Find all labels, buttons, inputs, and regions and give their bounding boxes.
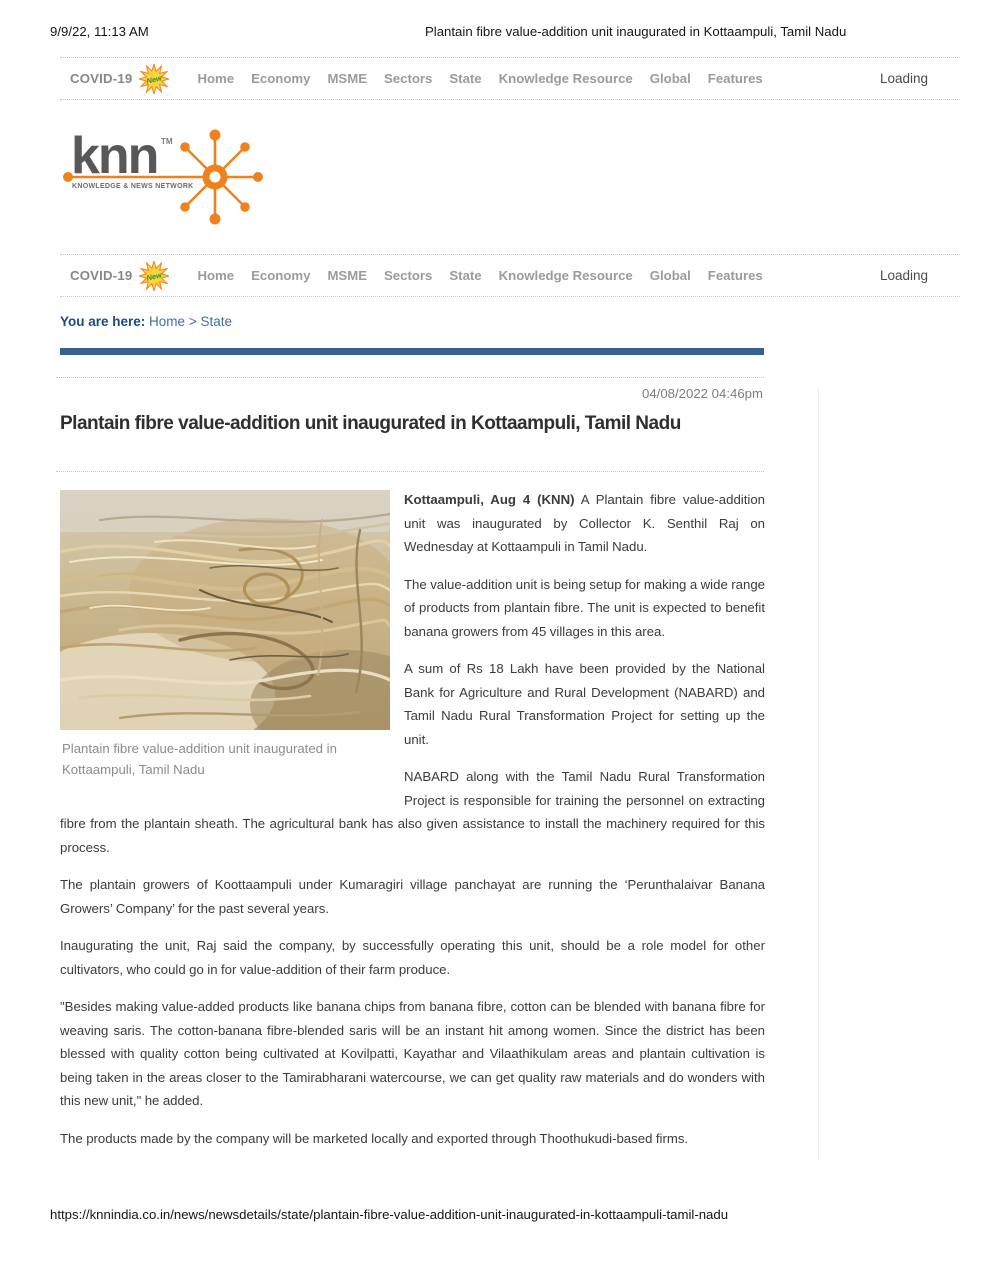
nav-item-home[interactable]: Home (197, 268, 235, 283)
covid19-label: COVID-19 (70, 268, 133, 283)
svg-text:New: New (145, 269, 164, 283)
nav-item-economy[interactable]: Economy (251, 71, 311, 86)
nav-item-msme[interactable]: MSME (327, 71, 367, 86)
section-divider-bar (60, 348, 764, 355)
photo-caption: Plantain fibre value-addition unit inaugurated in Kottaampuli, Tamil Nadu (62, 741, 337, 777)
new-starburst-icon (139, 261, 169, 291)
loading-status: Loading (879, 71, 928, 86)
top-navbar (60, 57, 960, 100)
article-figure (60, 490, 390, 780)
article-paragraph: The products made by the company will be marketed locally and exported through Thoothukudi-based firms. (60, 1130, 689, 1146)
print-datetime: 9/9/22, 11:13 AM (50, 24, 149, 39)
covid19-label: COVID-19 (70, 71, 133, 86)
print-header (50, 24, 939, 42)
article-paragraph-lead: Kottaampuli, Aug 4 (KNN) A Plantain fibre value-addition unit was inaugurated by Collector K. Senthil Raj on Wednesday at Kottaampuli in Tamil Nadu. (404, 492, 765, 554)
nav-item-msme[interactable]: MSME (327, 268, 367, 283)
nav-item-state[interactable]: State (449, 268, 482, 283)
nav-item-features[interactable]: Features (707, 268, 763, 283)
nav-item-global[interactable]: Global (649, 268, 691, 283)
dateline: Kottaampuli, Aug 4 (KNN) (404, 492, 575, 507)
knn-logo[interactable] (60, 128, 330, 228)
nav-menu (197, 71, 762, 86)
article-paragraph: NABARD along with the Tamil Nadu Rural Transformation Project is responsible for training the personnel on extracting fibre from the plantain sheath. The agricultural bank has also given assistance to install the machinery required for this process. (60, 769, 765, 855)
sidebar-divider (818, 389, 819, 1161)
brand-text: knn (71, 128, 158, 185)
nav-covid19-link[interactable] (70, 64, 169, 94)
article-paragraph: The value-addition unit is being setup for making a wide range of products from plantain fibre. The unit is expected to benefit banana growers from 45 villages in this area. (404, 576, 765, 639)
svg-text:New: New (145, 72, 164, 86)
article-paragraph: The plantain growers of Koottaampuli under Kumaragiri village panchayat are running the ‘Perunthalaivar Banana Growers’ Company’ for the past several years. (60, 877, 765, 916)
nav-item-global[interactable]: Global (649, 71, 691, 86)
breadcrumb (60, 314, 232, 329)
nav-item-sectors[interactable]: Sectors (384, 268, 433, 283)
dotted-separator (56, 471, 764, 472)
article-paragraph-quote: "Besides making value-added products like banana chips from banana fibre, cotton can be blended with banana fibre for weaving saris. The cotton-banana fibre-blended saris will be an instant hit among women. Since the district has been blessed with quality cotton being cultivated at Kovilpatti, Kayathar and Vilaathikulam areas and plantain cultivation is being taken in the areas closer to the Tamirabharani watercourse, we can get quality raw materials and do wonders with this new unit," he added. (60, 999, 765, 1108)
breadcrumb-home-link[interactable]: Home (149, 314, 186, 329)
article-photo (60, 490, 390, 730)
nav-item-features[interactable]: Features (707, 71, 763, 86)
article-title: Plantain fibre value-addition unit inaugurated in Kottaampuli, Tamil Nadu (60, 413, 681, 434)
nav-item-sectors[interactable]: Sectors (384, 71, 433, 86)
breadcrumb-label: You are here: (60, 314, 146, 329)
breadcrumb-separator: > (188, 314, 197, 329)
print-footer-url: https://knnindia.co.in/news/newsdetails/state/plantain-fibre-value-addition-unit-inaugurated-in-kottaampuli-tamil-nadu (50, 1207, 729, 1222)
print-page-title: Plantain fibre value-addition unit inaugurated in Kottaampuli, Tamil Nadu (425, 24, 847, 39)
nav-item-economy[interactable]: Economy (251, 268, 311, 283)
logo-tagline: KNOWLEDGE & NEWS NETWORK (72, 183, 194, 190)
article-body (60, 488, 765, 1164)
article-paragraph: A sum of Rs 18 Lakh have been provided by the National Bank for Agriculture and Rural Development (NABARD) and Tamil Nadu Rural Transformation Project for setting up the unit. (404, 661, 765, 747)
nav-item-home[interactable]: Home (197, 71, 235, 86)
article-date: 04/08/2022 04:46pm (642, 386, 763, 401)
loading-status: Loading (879, 268, 928, 283)
nav-item-knowledge-resource[interactable]: Knowledge Resource (498, 71, 633, 86)
trademark: TM (161, 137, 173, 146)
knn-logo-graphic (60, 128, 330, 228)
breadcrumb-state-link[interactable]: State (200, 314, 233, 329)
dotted-separator (56, 377, 764, 378)
article-paragraph: Inaugurating the unit, Raj said the company, by successfully operating this unit, should be a role model for other cultivators, who could go in for value-addition of their farm produce. (60, 938, 765, 977)
nav-item-state[interactable]: State (449, 71, 482, 86)
nav-covid19-link[interactable] (70, 261, 169, 291)
new-starburst-icon (139, 64, 169, 94)
nav-item-knowledge-resource[interactable]: Knowledge Resource (498, 268, 633, 283)
nav-menu (197, 268, 762, 283)
secondary-navbar (60, 254, 960, 297)
